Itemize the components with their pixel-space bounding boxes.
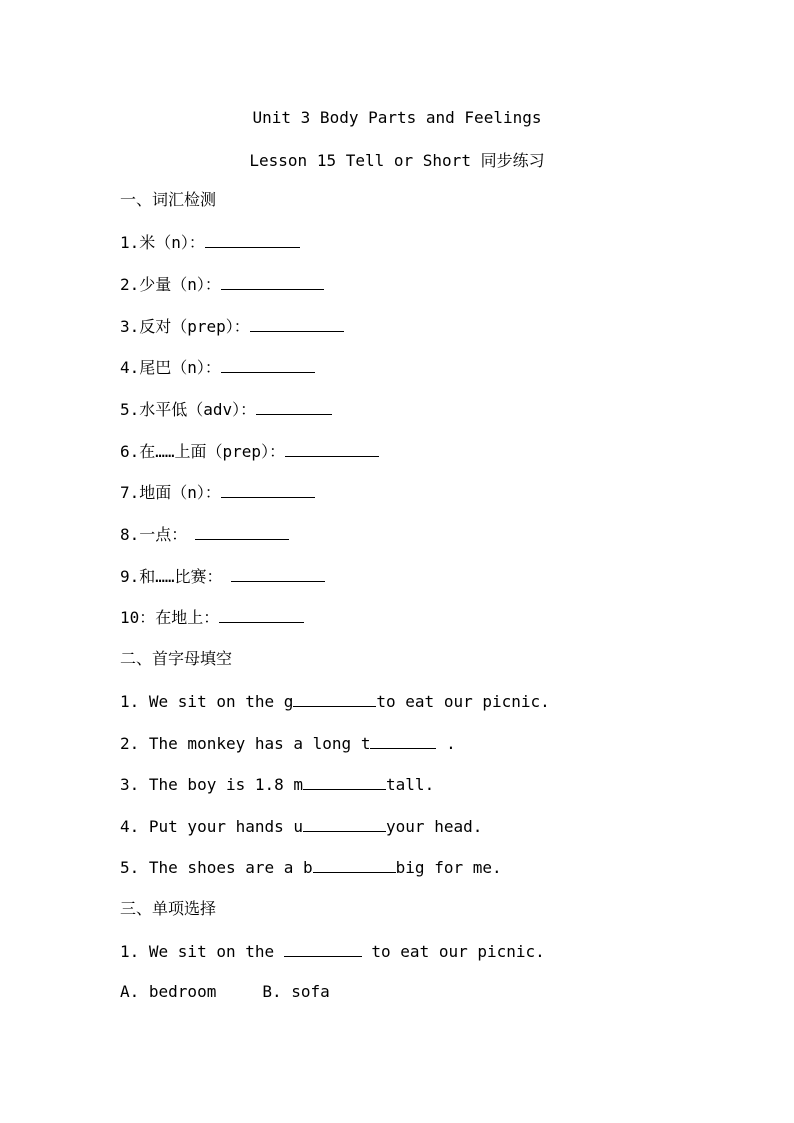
option-a: A. bedroom — [120, 982, 217, 1001]
fill-item-1 — [120, 691, 550, 712]
answer-blank — [303, 816, 386, 832]
answer-blank — [250, 316, 344, 332]
vocab-prompt: 6.在……上面（prep）： — [120, 442, 286, 461]
vocab-prompt: 7.地面（n）： — [120, 483, 221, 502]
vocab-prompt: 9.和……比赛： — [120, 567, 223, 586]
vocab-prompt: 1.米（n）： — [120, 233, 205, 252]
answer-blank — [221, 274, 324, 290]
fill-item-5 — [120, 857, 502, 878]
vocab-item-5 — [120, 399, 332, 420]
vocab-item-2 — [120, 274, 324, 295]
fill-item-4 — [120, 816, 482, 837]
choice-question-1 — [120, 941, 545, 962]
option-b: B. sofa — [262, 982, 330, 1001]
section-heading-vocabulary: 一、词汇检测 — [120, 190, 217, 209]
sentence-start: 1. We sit on the g — [120, 692, 294, 711]
vocab-item-4 — [120, 357, 315, 378]
answer-blank — [293, 691, 376, 707]
answer-blank — [231, 566, 325, 582]
vocab-item-8 — [120, 524, 289, 545]
answer-blank — [284, 941, 362, 957]
fill-item-2 — [120, 733, 456, 754]
answer-blank — [303, 774, 386, 790]
sentence-end: to eat our picnic. — [376, 692, 550, 711]
section-heading-multiple-choice: 三、单项选择 — [120, 899, 217, 918]
vocab-prompt: 3.反对（prep）： — [120, 317, 250, 336]
answer-blank — [219, 607, 304, 623]
vocab-item-9 — [120, 566, 325, 587]
vocab-prompt: 5.水平低（adv）： — [120, 400, 257, 419]
page-subtitle: Lesson 15 Tell or Short 同步练习 — [249, 151, 545, 170]
sentence-start: 4. Put your hands u — [120, 817, 304, 836]
vocab-item-3 — [120, 316, 344, 337]
sentence-end: big for me. — [395, 858, 502, 877]
answer-blank — [285, 441, 379, 457]
sentence-end: . — [436, 734, 456, 753]
answer-blank — [205, 232, 300, 248]
sentence-start: 2. The monkey has a long t — [120, 734, 371, 753]
choice-options — [120, 982, 330, 1002]
vocab-item-10 — [120, 607, 304, 628]
vocab-prompt: 2.少量（n）： — [120, 275, 221, 294]
sentence-start: 5. The shoes are a b — [120, 858, 313, 877]
vocab-item-6 — [120, 441, 379, 462]
sentence-start: 3. The boy is 1.8 m — [120, 775, 304, 794]
sentence-end: tall. — [386, 775, 435, 794]
answer-blank — [221, 357, 315, 373]
sentence-end: your head. — [386, 817, 483, 836]
page-title: Unit 3 Body Parts and Feelings — [252, 108, 542, 127]
vocab-prompt: 4.尾巴（n）： — [120, 358, 221, 377]
vocab-prompt: 8.一点： — [120, 525, 188, 544]
sentence-start: 1. We sit on the — [120, 942, 284, 961]
answer-blank — [256, 399, 332, 415]
answer-blank — [313, 857, 396, 873]
answer-blank — [221, 482, 315, 498]
vocab-item-7 — [120, 482, 315, 503]
fill-item-3 — [120, 774, 434, 795]
sentence-end: to eat our picnic. — [361, 942, 545, 961]
vocab-item-1 — [120, 232, 300, 253]
vocab-prompt: 10：在地上： — [120, 608, 220, 627]
answer-blank — [370, 733, 436, 749]
answer-blank — [195, 524, 289, 540]
section-heading-initial-letters: 二、首字母填空 — [120, 649, 233, 668]
